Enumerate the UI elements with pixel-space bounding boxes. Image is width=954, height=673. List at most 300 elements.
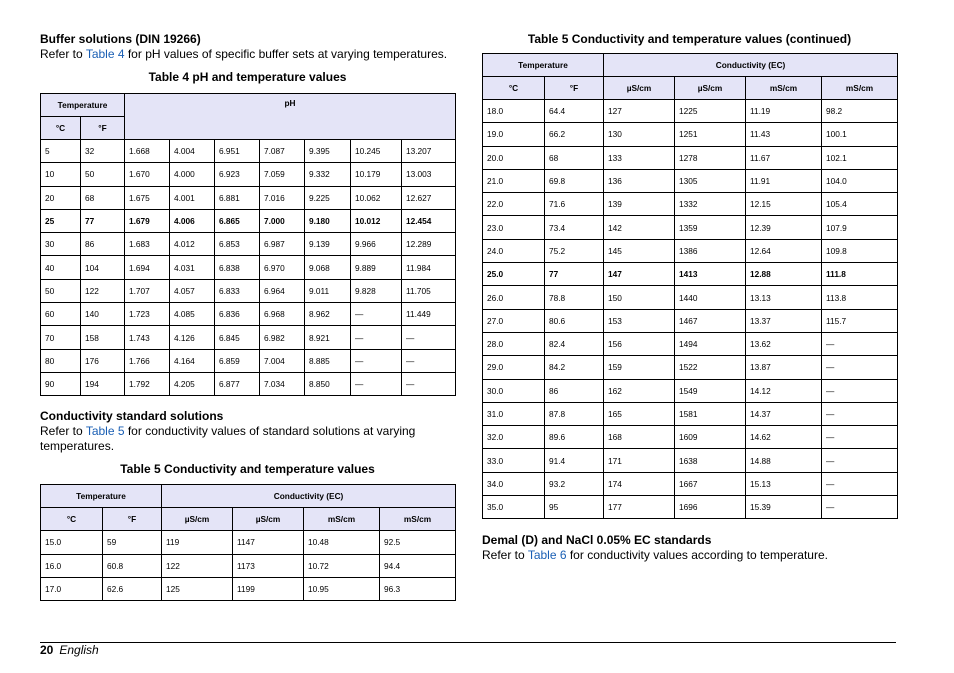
table-cell: 78.8	[545, 286, 604, 309]
table-row	[483, 169, 898, 192]
table-cell: 100.1	[822, 123, 898, 146]
demal-text-post: for conductivity values according to temperature.	[566, 548, 828, 563]
table-row	[483, 332, 898, 355]
table-cell: 11.705	[402, 279, 456, 302]
table-cell: —	[351, 349, 402, 372]
table-cell: 7.016	[260, 186, 305, 209]
table-cell: 77	[545, 263, 604, 286]
table-cell: 33.0	[483, 449, 545, 472]
table-cell: —	[822, 472, 898, 495]
table-cell: 156	[604, 332, 675, 355]
page-footer	[40, 643, 99, 658]
table-row	[483, 193, 898, 216]
page-number: 20	[40, 643, 54, 657]
table-cell: 4.205	[170, 372, 215, 395]
table-cell: 109.8	[822, 239, 898, 262]
table-cell: 1609	[675, 426, 746, 449]
table-cell: 133	[604, 146, 675, 169]
table-cell: 122	[162, 554, 233, 577]
table-cell: 59	[103, 531, 162, 554]
table-cell: 21.0	[483, 169, 545, 192]
table-cell: 4.164	[170, 349, 215, 372]
table-cell: 8.921	[305, 326, 351, 349]
table-row	[41, 349, 456, 372]
table-cell: 1.792	[125, 372, 170, 395]
table5-header-celsius: °C	[41, 508, 103, 531]
table-cell: 10.179	[351, 163, 402, 186]
table-cell: 13.13	[746, 286, 822, 309]
table-cell: 27.0	[483, 309, 545, 332]
table4-body	[41, 140, 456, 396]
table-cell: 105.4	[822, 193, 898, 216]
table-cell: 24.0	[483, 239, 545, 262]
conductivity-heading: Conductivity standard solutions	[40, 409, 224, 424]
table-row	[483, 449, 898, 472]
table-cell: 1225	[675, 100, 746, 123]
table-cell: 177	[604, 496, 675, 519]
table5-header-conductivity: Conductivity (EC)	[162, 485, 456, 508]
table-cell: 1.694	[125, 256, 170, 279]
table-cell: 8.885	[305, 349, 351, 372]
table-cell: 14.62	[746, 426, 822, 449]
table-cell: 77	[81, 209, 125, 232]
table-row	[483, 472, 898, 495]
table-cell: 80.6	[545, 309, 604, 332]
table-cell: 82.4	[545, 332, 604, 355]
table-cell: 4.126	[170, 326, 215, 349]
table-cell: 1667	[675, 472, 746, 495]
table-cell: 8.850	[305, 372, 351, 395]
table-row	[483, 123, 898, 146]
table-cell: 122	[81, 279, 125, 302]
table-cell: 6.968	[260, 303, 305, 326]
table5-continued	[482, 53, 898, 519]
table-cell: 6.859	[215, 349, 260, 372]
table-cell: 50	[41, 279, 81, 302]
table-cell: 6.964	[260, 279, 305, 302]
table-cell: 4.085	[170, 303, 215, 326]
table-cell: 11.19	[746, 100, 822, 123]
table-row	[483, 146, 898, 169]
table-cell: 113.8	[822, 286, 898, 309]
table-cell: 34.0	[483, 472, 545, 495]
table-cell: 90	[41, 372, 81, 395]
table-cell: 86	[545, 379, 604, 402]
table-row	[41, 140, 456, 163]
table-row	[483, 496, 898, 519]
buffer-text-pre: Refer to	[40, 47, 86, 61]
table-cell: 12.289	[402, 233, 456, 256]
demal-heading: Demal (D) and NaCl 0.05% EC standards	[482, 533, 712, 548]
table-cell: 70	[41, 326, 81, 349]
table-cell: 1.670	[125, 163, 170, 186]
table-cell: 14.88	[746, 449, 822, 472]
table-cell: 4.012	[170, 233, 215, 256]
table5c-header-ms-cm-1: mS/cm	[746, 77, 822, 100]
table-cell: 12.15	[746, 193, 822, 216]
table-row	[41, 577, 456, 600]
table-cell: 13.003	[402, 163, 456, 186]
table-cell: 6.838	[215, 256, 260, 279]
table-cell: 1147	[233, 531, 304, 554]
table5-header-us-cm-1: µS/cm	[162, 508, 233, 531]
table-cell: 1.675	[125, 186, 170, 209]
table-cell: 115.7	[822, 309, 898, 332]
table-row	[483, 356, 898, 379]
table-cell: 5	[41, 140, 81, 163]
table-cell: 145	[604, 239, 675, 262]
table-cell: 1.766	[125, 349, 170, 372]
table-cell: 130	[604, 123, 675, 146]
table-cell: 1581	[675, 402, 746, 425]
table5c-header-celsius: °C	[483, 77, 545, 100]
table-cell: 12.64	[746, 239, 822, 262]
table-cell: 158	[81, 326, 125, 349]
table-cell: 176	[81, 349, 125, 372]
table-cell: 13.207	[402, 140, 456, 163]
table-row	[41, 326, 456, 349]
table-cell: 127	[604, 100, 675, 123]
table-cell: 9.180	[305, 209, 351, 232]
table-cell: 10.062	[351, 186, 402, 209]
table5c-header-temperature: Temperature	[483, 54, 604, 77]
table-cell: 69.8	[545, 169, 604, 192]
table-cell: 147	[604, 263, 675, 286]
footer-language: English	[59, 643, 99, 657]
table-cell: 142	[604, 216, 675, 239]
table-cell: 7.034	[260, 372, 305, 395]
table4-caption: Table 4 pH and temperature values	[148, 70, 347, 84]
table-cell: —	[822, 332, 898, 355]
table-cell: 7.059	[260, 163, 305, 186]
table-cell: 6.833	[215, 279, 260, 302]
table-cell: 1.683	[125, 233, 170, 256]
table-row	[483, 379, 898, 402]
table5-body	[41, 531, 456, 601]
table5c-header-conductivity: Conductivity (EC)	[604, 54, 898, 77]
table-cell: 25.0	[483, 263, 545, 286]
table-cell: —	[822, 449, 898, 472]
table-cell: 11.43	[746, 123, 822, 146]
table5-header-ms-cm-2: mS/cm	[380, 508, 456, 531]
table-cell: 1696	[675, 496, 746, 519]
table-cell: 11.449	[402, 303, 456, 326]
table-cell: 84.2	[545, 356, 604, 379]
table-row	[41, 186, 456, 209]
table-cell: —	[402, 349, 456, 372]
table-cell: 32.0	[483, 426, 545, 449]
conductivity-text-post: for conductivity values of standard solutions at varying temperatures.	[40, 424, 416, 454]
table-cell: 150	[604, 286, 675, 309]
table-cell: 6.853	[215, 233, 260, 256]
table-cell: 29.0	[483, 356, 545, 379]
table-cell: 1.668	[125, 140, 170, 163]
table4-link[interactable]: Table 4	[85, 47, 125, 61]
table-cell: 102.1	[822, 146, 898, 169]
table-cell: —	[822, 356, 898, 379]
table-cell: 68	[81, 186, 125, 209]
table-cell: 26.0	[483, 286, 545, 309]
table-cell: 7.087	[260, 140, 305, 163]
table-cell: 9.139	[305, 233, 351, 256]
table-cell: 7.000	[260, 209, 305, 232]
table-cell: 11.984	[402, 256, 456, 279]
table5c-header-us-cm-2: µS/cm	[675, 77, 746, 100]
table-cell: 9.889	[351, 256, 402, 279]
table-cell: 111.8	[822, 263, 898, 286]
table-cell: 22.0	[483, 193, 545, 216]
table4-header-temperature: Temperature	[41, 94, 125, 117]
table-cell: 4.004	[170, 140, 215, 163]
table-cell: 92.5	[380, 531, 456, 554]
table-cell: 68	[545, 146, 604, 169]
table-cell: 93.2	[545, 472, 604, 495]
table-cell: —	[351, 326, 402, 349]
table-cell: 6.836	[215, 303, 260, 326]
table-cell: 12.454	[402, 209, 456, 232]
table-row	[41, 256, 456, 279]
table-cell: 15.39	[746, 496, 822, 519]
table-cell: 12.627	[402, 186, 456, 209]
table6-link[interactable]: Table 6	[527, 548, 567, 563]
table-cell: 1638	[675, 449, 746, 472]
table-cell: 125	[162, 577, 233, 600]
table-cell: 9.011	[305, 279, 351, 302]
conductivity-text-pre: Refer to	[40, 424, 86, 439]
table-cell: 104	[81, 256, 125, 279]
table-row	[483, 100, 898, 123]
table-cell: 9.225	[305, 186, 351, 209]
table-cell: 6.845	[215, 326, 260, 349]
table-cell: 64.4	[545, 100, 604, 123]
table5-header-us-cm-2: µS/cm	[233, 508, 304, 531]
table-cell: 35.0	[483, 496, 545, 519]
table-cell: 119	[162, 531, 233, 554]
table-cell: 1413	[675, 263, 746, 286]
table4-header-ph: pH	[125, 94, 456, 140]
table-cell: 60	[41, 303, 81, 326]
table-cell: 98.2	[822, 100, 898, 123]
table-cell: 30.0	[483, 379, 545, 402]
table-cell: 6.865	[215, 209, 260, 232]
table5-header-ms-cm-1: mS/cm	[304, 508, 380, 531]
table-cell: 12.39	[746, 216, 822, 239]
table-cell: 25	[41, 209, 81, 232]
table-cell: 9.395	[305, 140, 351, 163]
table-cell: 4.000	[170, 163, 215, 186]
table-cell: 194	[81, 372, 125, 395]
table-cell: 23.0	[483, 216, 545, 239]
table-cell: 60.8	[103, 554, 162, 577]
table-cell: 171	[604, 449, 675, 472]
table-cell: 50	[81, 163, 125, 186]
table-cell: 10.012	[351, 209, 402, 232]
table-cell: —	[351, 372, 402, 395]
table-cell: 4.031	[170, 256, 215, 279]
table-cell: 86	[81, 233, 125, 256]
table-row	[483, 216, 898, 239]
table5c-header-us-cm-1: µS/cm	[604, 77, 675, 100]
right-column	[482, 32, 897, 563]
table-row	[41, 163, 456, 186]
table-row	[41, 303, 456, 326]
table5-header-temperature: Temperature	[41, 485, 162, 508]
table-cell: 1.679	[125, 209, 170, 232]
table-cell: 1.707	[125, 279, 170, 302]
table-cell: 94.4	[380, 554, 456, 577]
table-cell: 104.0	[822, 169, 898, 192]
table-cell: 40	[41, 256, 81, 279]
table-cell: 20	[41, 186, 81, 209]
table-cell: 6.987	[260, 233, 305, 256]
table-cell: 13.37	[746, 309, 822, 332]
table-cell: 13.87	[746, 356, 822, 379]
table4-header-celsius: °C	[41, 117, 81, 140]
table-cell: 30	[41, 233, 81, 256]
table5-conductivity-temperature	[40, 484, 456, 601]
table-cell: 10.72	[304, 554, 380, 577]
table-row	[41, 554, 456, 577]
table-cell: 80	[41, 349, 81, 372]
table-cell: 12.88	[746, 263, 822, 286]
table-row	[483, 263, 898, 286]
table-cell: —	[822, 379, 898, 402]
table-cell: 9.828	[351, 279, 402, 302]
table-cell: —	[402, 326, 456, 349]
table-cell: 11.91	[746, 169, 822, 192]
table-cell: 6.923	[215, 163, 260, 186]
table-cell: 159	[604, 356, 675, 379]
table-cell: 75.2	[545, 239, 604, 262]
table-cell: 1251	[675, 123, 746, 146]
table-cell: 10.95	[304, 577, 380, 600]
table-cell: 153	[604, 309, 675, 332]
footer-divider	[40, 642, 896, 643]
table-cell: 1522	[675, 356, 746, 379]
table-cell: 6.982	[260, 326, 305, 349]
table-cell: 19.0	[483, 123, 545, 146]
table-cell: 16.0	[41, 554, 103, 577]
table-cell: 10.245	[351, 140, 402, 163]
table5c-body	[483, 100, 898, 519]
table-cell: 1173	[233, 554, 304, 577]
table-row	[41, 372, 456, 395]
table-cell: 1467	[675, 309, 746, 332]
table-cell: 15.0	[41, 531, 103, 554]
table4-header-fahrenheit: °F	[81, 117, 125, 140]
table-cell: 7.004	[260, 349, 305, 372]
table-row	[41, 531, 456, 554]
table-row	[483, 239, 898, 262]
table-cell: 107.9	[822, 216, 898, 239]
table-cell: 4.001	[170, 186, 215, 209]
table-row	[483, 286, 898, 309]
demal-text-pre: Refer to	[482, 548, 528, 563]
left-column	[40, 32, 455, 601]
table-cell: 136	[604, 169, 675, 192]
table-cell: 9.332	[305, 163, 351, 186]
table-cell: 95	[545, 496, 604, 519]
table-cell: 73.4	[545, 216, 604, 239]
table-cell: 1278	[675, 146, 746, 169]
table-cell: —	[822, 496, 898, 519]
buffer-heading: Buffer solutions (DIN 19266)	[40, 32, 201, 46]
table-cell: 1305	[675, 169, 746, 192]
table4-ph-temperature	[40, 93, 456, 396]
table-cell: 14.37	[746, 402, 822, 425]
table-cell: 14.12	[746, 379, 822, 402]
table-cell: 20.0	[483, 146, 545, 169]
table-cell: 89.6	[545, 426, 604, 449]
table-row	[483, 426, 898, 449]
table-row	[41, 233, 456, 256]
table-cell: 8.962	[305, 303, 351, 326]
table-cell: 96.3	[380, 577, 456, 600]
table-cell: 87.8	[545, 402, 604, 425]
table5c-header-fahrenheit: °F	[545, 77, 604, 100]
table-cell: 10	[41, 163, 81, 186]
table-cell: 9.966	[351, 233, 402, 256]
table5-link[interactable]: Table 5	[85, 424, 125, 439]
table5c-caption: Table 5 Conductivity and temperature values (continued)	[527, 32, 852, 46]
table-cell: 1332	[675, 193, 746, 216]
table-cell: —	[402, 372, 456, 395]
table-cell: 168	[604, 426, 675, 449]
table-cell: 162	[604, 379, 675, 402]
table-row	[41, 209, 456, 232]
table5c-header-ms-cm-2: mS/cm	[822, 77, 898, 100]
table-row	[41, 279, 456, 302]
table-cell: 1.743	[125, 326, 170, 349]
table-cell: 1199	[233, 577, 304, 600]
table-cell: —	[822, 402, 898, 425]
table-cell: 10.48	[304, 531, 380, 554]
table-cell: 1386	[675, 239, 746, 262]
table-cell: 4.057	[170, 279, 215, 302]
table-cell: 6.877	[215, 372, 260, 395]
table-cell: 18.0	[483, 100, 545, 123]
table-cell: 17.0	[41, 577, 103, 600]
table-cell: 1359	[675, 216, 746, 239]
table-cell: 11.67	[746, 146, 822, 169]
table-cell: 4.006	[170, 209, 215, 232]
table-cell: 13.62	[746, 332, 822, 355]
table-cell: 31.0	[483, 402, 545, 425]
table-cell: 32	[81, 140, 125, 163]
table-cell: 71.6	[545, 193, 604, 216]
table-cell: 6.951	[215, 140, 260, 163]
table5-caption: Table 5 Conductivity and temperature values	[120, 462, 375, 477]
table-cell: 91.4	[545, 449, 604, 472]
table-cell: 1494	[675, 332, 746, 355]
table-cell: 6.881	[215, 186, 260, 209]
table-cell: 1549	[675, 379, 746, 402]
table-row	[483, 402, 898, 425]
table-cell: 140	[81, 303, 125, 326]
table-cell: 1.723	[125, 303, 170, 326]
table-cell: 28.0	[483, 332, 545, 355]
buffer-paragraph	[40, 47, 455, 62]
table-cell: 174	[604, 472, 675, 495]
table5-header-fahrenheit: °F	[103, 508, 162, 531]
table-cell: —	[351, 303, 402, 326]
table-cell: 165	[604, 402, 675, 425]
table-cell: 66.2	[545, 123, 604, 146]
table-cell: 15.13	[746, 472, 822, 495]
table-cell: 6.970	[260, 256, 305, 279]
table-cell: 62.6	[103, 577, 162, 600]
table-cell: 1440	[675, 286, 746, 309]
